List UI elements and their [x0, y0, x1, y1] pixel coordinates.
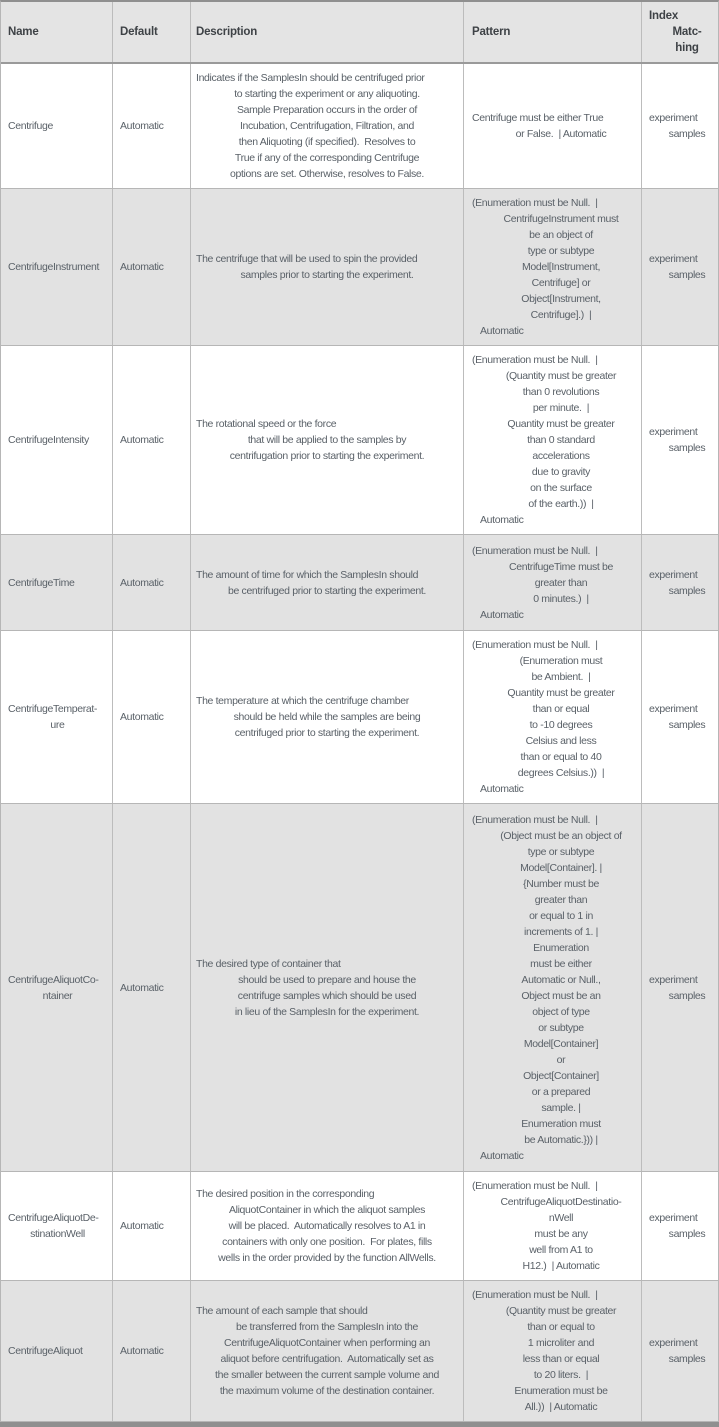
cell-name [1, 804, 113, 1171]
text-line: must be any [534, 1228, 588, 1240]
table-row-centrifugeinstrument [1, 189, 718, 346]
cell-index-matching [642, 535, 718, 630]
cell-pattern [464, 189, 642, 345]
text-line: Description [196, 26, 258, 38]
text-line: accelerations [532, 450, 590, 462]
text-line: centrifuged prior to starting the experiment. [234, 727, 420, 739]
text-line: Enumeration must be [514, 1385, 608, 1397]
text-line: well from A1 to [529, 1244, 593, 1256]
text-line: greater than [534, 576, 588, 589]
text-line: Index [649, 10, 679, 22]
text-line: experiment [649, 703, 698, 715]
text-line: The amount of time for which the SamplesIn should [196, 568, 419, 581]
text-line: Enumeration must [521, 1117, 601, 1130]
text-line: Object must be an [521, 989, 601, 1002]
text-line: CentrifugeTime must be [509, 560, 613, 573]
text-line: Centrifuge] or [531, 277, 591, 289]
text-line: CentrifugeAliquotCo- [8, 973, 99, 986]
text-line: (Enumeration must be Null. | [472, 354, 598, 366]
text-line: Object[Instrument, [521, 293, 601, 305]
text-line: experiment [649, 253, 698, 265]
text-line: Automatic [480, 608, 524, 621]
table-row-centrifugeintensity [1, 346, 718, 535]
text-line: The desired type of container that [196, 957, 341, 970]
text-line: (Enumeration must [519, 655, 603, 667]
text-line: per minute. | [532, 402, 590, 414]
header-cell-name [1, 2, 113, 62]
cell-pattern [464, 1172, 642, 1280]
cell-pattern [464, 346, 642, 534]
text-line: Automatic [120, 261, 164, 273]
text-line: than 0 standard [527, 434, 595, 446]
text-line: Automatic [480, 514, 524, 526]
text-line: experiment [649, 1337, 698, 1349]
table-row-centrifugetemperature [1, 631, 718, 804]
text-line: Automatic [120, 434, 164, 446]
text-line: should be used to prepare and house the [238, 973, 416, 986]
text-line: The desired position in the corresponding [196, 1188, 375, 1200]
text-line: experiment [649, 426, 698, 438]
text-line: in lieu of the SamplesIn for the experiment. [234, 1005, 420, 1018]
text-line: The rotational speed or the force [196, 418, 337, 430]
text-line: increments of 1. | [523, 925, 599, 938]
text-line: be Ambient. | [531, 671, 591, 683]
cell-index-matching [642, 1281, 718, 1421]
text-line: CentrifugeTemperat- [8, 703, 98, 715]
text-line: Automatic or Null., [521, 973, 601, 986]
text-line: must be either [530, 957, 592, 970]
cell-default [113, 804, 191, 1171]
header-row [1, 2, 718, 64]
text-line: or [556, 1053, 566, 1066]
cell-name [1, 535, 113, 630]
table-row-centrifuge [1, 64, 718, 189]
text-line: will be placed. Automatically resolves to A1 in [228, 1220, 426, 1232]
table-bottom-bar [0, 1422, 719, 1427]
text-line: Quantity must be greater [507, 418, 615, 430]
text-line: CentrifugeAliquotDestinatio- [500, 1196, 622, 1208]
text-line: Automatic [480, 1149, 524, 1162]
text-line: Centrifuge must be either True [472, 112, 604, 124]
text-line: {Number must be [523, 877, 599, 890]
text-line: than or equal to 40 [520, 751, 602, 763]
text-line: degrees Celsius.)) | [517, 767, 605, 779]
text-line: The amount of each sample that should [196, 1305, 368, 1317]
text-line: experiment [649, 1212, 698, 1224]
cell-description [191, 804, 464, 1171]
cell-pattern [464, 1281, 642, 1421]
cell-default [113, 1172, 191, 1280]
text-line: Object[Container] [523, 1069, 599, 1082]
text-line: samples [668, 1353, 706, 1365]
text-line: ure [50, 719, 65, 731]
text-line: should be held while the samples are being [233, 711, 421, 723]
text-line: wells in the order provided by the function AllWells. [218, 1252, 436, 1264]
text-line: to 20 liters. | [533, 1369, 589, 1381]
text-line: Sample Preparation occurs in the order of [236, 104, 417, 116]
text-line: samples [668, 269, 706, 281]
cell-description [191, 346, 464, 534]
text-line: sample. | [541, 1101, 581, 1114]
text-line: due to gravity [531, 466, 591, 478]
text-line: (Quantity must be greater [505, 370, 617, 382]
text-line: True if any of the corresponding Centrifuge [234, 152, 420, 164]
cell-index-matching [642, 64, 718, 188]
header-cell-pattern [464, 2, 642, 62]
text-line: Automatic [480, 325, 524, 337]
text-line: (Enumeration must be Null. | [472, 813, 598, 826]
text-line: of the earth.)) | [528, 498, 594, 510]
cell-index-matching [642, 189, 718, 345]
cell-name [1, 64, 113, 188]
text-line: Centrifuge [8, 120, 53, 132]
text-line: (Enumeration must be Null. | [472, 1180, 598, 1192]
text-line: (Quantity must be greater [505, 1305, 617, 1317]
text-line: experiment [649, 568, 698, 581]
text-line: (Enumeration must be Null. | [472, 639, 598, 651]
cell-index-matching [642, 1172, 718, 1280]
text-line: CentrifugeInstrument [8, 261, 100, 273]
cell-default [113, 64, 191, 188]
text-line: options are set. Otherwise, resolves to False. [230, 168, 424, 180]
table-body [1, 64, 718, 1422]
text-line: greater than [534, 893, 588, 906]
text-line: samples [668, 442, 706, 454]
cell-pattern [464, 64, 642, 188]
table-row-centrifugetime [1, 535, 718, 631]
cell-pattern [464, 535, 642, 630]
cell-description [191, 535, 464, 630]
text-line: type or subtype [527, 845, 595, 858]
text-line: less than or equal [522, 1353, 600, 1365]
text-line: object of type [532, 1005, 590, 1018]
text-line: All.)) | Automatic [524, 1401, 598, 1413]
text-line: be transferred from the SamplesIn into the [236, 1321, 418, 1333]
text-line: be an object of [529, 229, 593, 241]
cell-pattern [464, 804, 642, 1171]
text-line: H12.) | Automatic [522, 1260, 600, 1272]
table-row-centrifugealiquotdestinationwell [1, 1172, 718, 1281]
text-line: Name [8, 26, 39, 38]
text-line: than or equal [532, 703, 590, 715]
text-line: Automatic [480, 783, 524, 795]
text-line: CentrifugeIntensity [8, 434, 89, 446]
text-line: Celsius and less [525, 735, 597, 747]
header-cell-description [191, 2, 464, 62]
text-line: (Enumeration must be Null. | [472, 1289, 598, 1301]
text-line: CentrifugeTime [8, 576, 75, 589]
header-cell-default [113, 2, 191, 62]
cell-default [113, 1281, 191, 1421]
text-line: The temperature at which the centrifuge chamber [196, 695, 409, 707]
cell-pattern [464, 631, 642, 803]
text-line: CentrifugeInstrument must [503, 213, 619, 225]
text-line: the smaller between the current sample volume and [215, 1369, 439, 1381]
text-line: centrifuge samples which should be used [237, 989, 417, 1002]
text-line: aliquot before centrifugation. Automatically set as [220, 1353, 434, 1365]
text-line: Automatic [120, 981, 164, 994]
text-line: 1 microliter and [527, 1337, 595, 1349]
header-cell-index-matching [642, 2, 718, 62]
text-line: (Enumeration must be Null. | [472, 544, 598, 557]
cell-name [1, 1172, 113, 1280]
cell-description [191, 1172, 464, 1280]
text-line: nWell [548, 1212, 574, 1224]
text-line: samples prior to starting the experiment. [240, 269, 414, 281]
text-line: samples [668, 719, 706, 731]
cell-default [113, 631, 191, 803]
text-line: or subtype [538, 1021, 584, 1034]
cell-index-matching [642, 804, 718, 1171]
text-line: Model[Instrument, [521, 261, 601, 273]
cell-index-matching [642, 346, 718, 534]
text-line: AliquotContainer in which the aliquot samples [228, 1204, 426, 1216]
text-line: samples [668, 989, 706, 1002]
text-line: Matc- [672, 26, 702, 38]
table-row-centrifugealiquotcontainer [1, 804, 718, 1172]
text-line: Enumeration [533, 941, 589, 954]
text-line: Automatic [120, 1345, 164, 1357]
text-line: centrifugation prior to starting the experiment. [229, 450, 425, 462]
text-line: Automatic [120, 576, 164, 589]
text-line: 0 minutes.) | [533, 592, 589, 605]
text-line: Indicates if the SamplesIn should be centrifuged prior [196, 72, 425, 84]
cell-name [1, 631, 113, 803]
text-line: Centrifuge].) | [530, 309, 592, 321]
text-line: then Aliquoting (if specified). Resolves to [238, 136, 416, 148]
text-line: Incubation, Centrifugation, Filtration, and [239, 120, 415, 132]
text-line: Model[Container]. | [520, 861, 602, 874]
cell-default [113, 189, 191, 345]
text-line: experiment [649, 973, 698, 986]
cell-default [113, 535, 191, 630]
text-line: type or subtype [527, 245, 595, 257]
cell-name [1, 1281, 113, 1421]
table-row-centrifugealiquot [1, 1281, 718, 1422]
text-line: samples [668, 584, 706, 597]
text-line: samples [668, 128, 706, 140]
text-line: Automatic [120, 120, 164, 132]
text-line: to starting the experiment or any aliquoting. [234, 88, 420, 100]
text-line: Model[Container] [523, 1037, 599, 1050]
text-line: CentrifugeAliquotContainer when performing an [223, 1337, 431, 1349]
table-header [1, 2, 718, 64]
text-line: CentrifugeAliquotDe- [8, 1212, 99, 1224]
text-line: or equal to 1 in [529, 909, 593, 922]
text-line: containers with only one position. For plates, fills [222, 1236, 432, 1248]
text-line: The centrifuge that will be used to spin the provided [196, 253, 418, 265]
cell-default [113, 346, 191, 534]
text-line: be Automatic.})) | [524, 1133, 598, 1146]
cell-name [1, 189, 113, 345]
text-line: on the surface [530, 482, 592, 494]
text-line: (Object must be an object of [500, 829, 622, 842]
text-line: ntainer [42, 989, 73, 1002]
text-line: samples [668, 1228, 706, 1240]
text-line: or False. | Automatic [515, 128, 607, 140]
text-line: hing [675, 42, 699, 54]
text-line: Automatic [120, 711, 164, 723]
text-line: be centrifuged prior to starting the experiment. [228, 584, 426, 597]
text-line: the maximum volume of the destination container. [219, 1385, 435, 1397]
text-line: Pattern [472, 26, 511, 38]
text-line: that will be applied to the samples by [247, 434, 407, 446]
text-line: stinationWell [30, 1228, 85, 1240]
cell-description [191, 1281, 464, 1421]
text-line: to -10 degrees [529, 719, 593, 731]
cell-name [1, 346, 113, 534]
text-line: (Enumeration must be Null. | [472, 197, 598, 209]
cell-description [191, 189, 464, 345]
text-line: or a prepared [531, 1085, 591, 1098]
text-line: Quantity must be greater [507, 687, 615, 699]
text-line: than 0 revolutions [522, 386, 600, 398]
text-line: than or equal to [527, 1321, 595, 1333]
text-line: Default [120, 26, 158, 38]
text-line: CentrifugeAliquot [8, 1345, 83, 1357]
text-line: Automatic [120, 1220, 164, 1232]
text-line: experiment [649, 112, 698, 124]
cell-index-matching [642, 631, 718, 803]
cell-description [191, 64, 464, 188]
cell-description [191, 631, 464, 803]
